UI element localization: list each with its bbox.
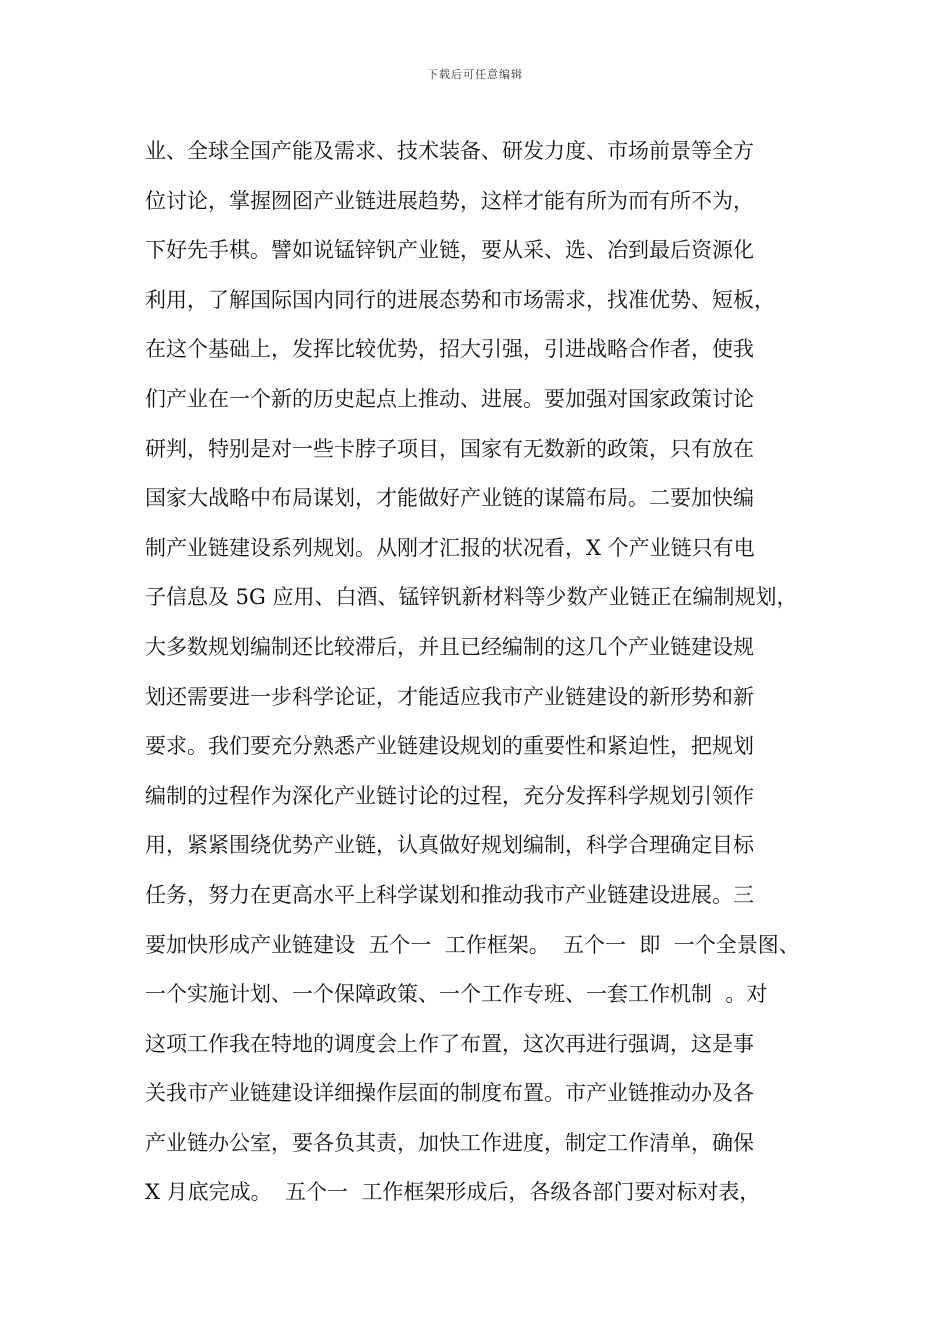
text-line: 用，紧紧围绕优势产业链，认真做好规划编制，科学合理确定目标 (145, 833, 754, 858)
text-line: 制产业链建设系列规划。从刚才汇报的状况看，X 个产业链只有电 (145, 535, 755, 560)
text-line: 位讨论，掌握囫囵产业链进展趋势，这样才能有所为而有所不为， (145, 188, 754, 213)
text-line: 产业链办公室，要各负其责，加快工作进度，制定工作清单，确保 (145, 1130, 754, 1155)
body-text (145, 127, 845, 1218)
text-line: 这项工作我在特地的调度会上作了布置，这次再进行强调，这是事 (145, 1031, 754, 1056)
text-line: 研判，特别是对一些卡脖子项目，国家有无数新的政策，只有放在 (145, 436, 754, 461)
text-line: 一个实施计划、一个保障政策、一个工作专班、一套工作机制 。对 (145, 982, 768, 1007)
text-line: 子信息及 5G 应用、白酒、锰锌钒新材料等少数产业链正在编制规划， (145, 585, 798, 610)
text-line: 利用，了解国际国内同行的进展态势和市场需求，找准优势、短板， (145, 287, 775, 312)
text-line: X 月底完成。 五个一 工作框架形成后，各级各部门要对标对表， (145, 1180, 761, 1205)
text-line: 关我市产业链建设详细操作层面的制度布置。市产业链推动办及各 (145, 1081, 754, 1106)
text-line: 业、全球全国产能及需求、技术装备、研发力度、市场前景等全方 (145, 139, 754, 163)
text-line: 大多数规划编制还比较滞后，并且已经编制的这几个产业链建设规 (145, 634, 754, 659)
text-line: 编制的过程作为深化产业链讨论的过程，充分发挥科学规划引领作 (145, 783, 754, 808)
text-line: 要加快形成产业链建设 五个一 工作框架。 五个一 即 一个全景图、 (145, 932, 800, 957)
text-line: 任务，努力在更高水平上科学谋划和推动我市产业链建设进展。三 (145, 882, 754, 907)
text-line: 国家大战略中布局谋划，才能做好产业链的谋篇布局。二要加快编 (145, 486, 754, 511)
text-line: 下好先手棋。譬如说锰锌钒产业链，要从采、选、冶到最后资源化 (145, 238, 754, 263)
text-line: 要求。我们要充分熟悉产业链建设规划的重要性和紧迫性，把规划 (145, 734, 754, 759)
text-line: 们产业在一个新的历史起点上推动、进展。要加强对国家政策讨论 (145, 386, 754, 411)
text-line: 划还需要进一步科学论证，才能适应我市产业链建设的新形势和新 (145, 684, 754, 709)
text-line: 在这个基础上，发挥比较优势，招大引强，引进战略合作者，使我 (145, 337, 754, 362)
page-header: 下载后可任意编辑 (427, 68, 523, 81)
